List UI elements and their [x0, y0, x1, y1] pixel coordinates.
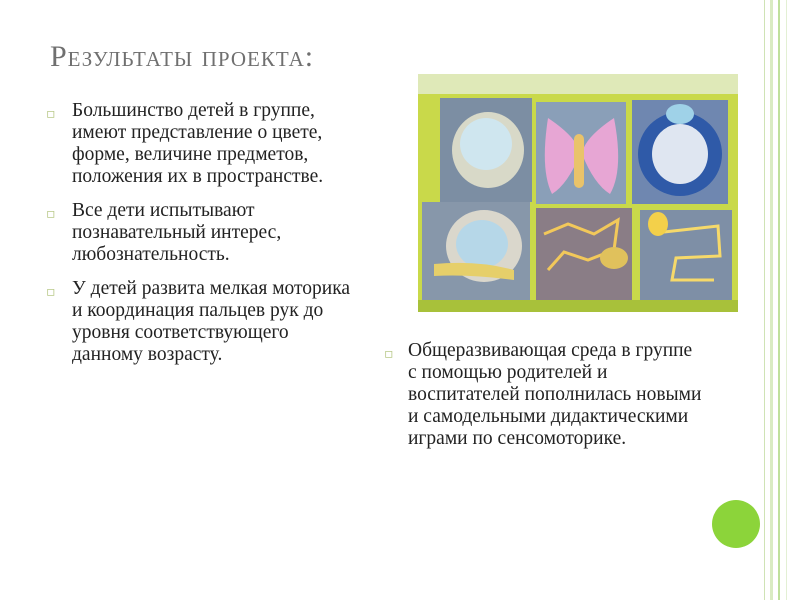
bullet-icon: ▫ [46, 206, 56, 222]
bullet-icon: ▫ [46, 106, 56, 122]
list-item: ▫ Все дети испытывают познавательный интерес, любознательность. [46, 200, 282, 265]
left-bullet-list [44, 100, 354, 378]
slide-title: Результаты проекта: [50, 40, 315, 73]
bullet-icon: ▫ [46, 284, 56, 300]
list-item: ▫ Большинство детей в группе, имеют представление о цвете, форме, величине предметов, положения их в пространстве. [46, 100, 324, 187]
craft-photo [418, 74, 738, 312]
right-bullet-list [382, 340, 702, 450]
list-item: ▫ У детей развита мелкая моторика и координация пальцев рук до уровня соответствующего данному возрасту. [46, 278, 351, 365]
bullet-icon: ▫ [384, 346, 394, 362]
right-border-decoration [760, 0, 800, 600]
decorative-circle [712, 500, 760, 548]
list-item: ▫ Общеразвивающая среда в группе с помощью родителей и воспитателей пополнилась новыми и самодельными дидактическими играми по сенсомоторике. [384, 340, 702, 449]
